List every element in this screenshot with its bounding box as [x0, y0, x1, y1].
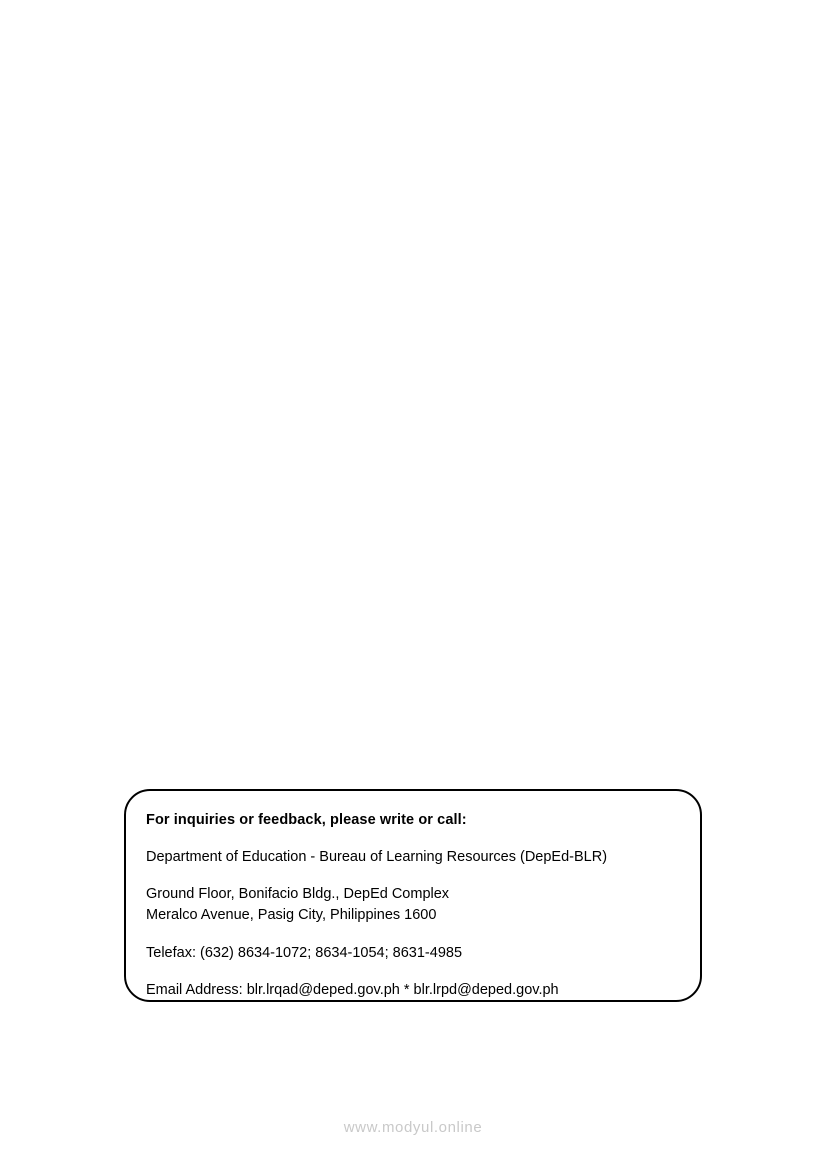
telefax-block: [146, 943, 676, 964]
page-watermark: www.modyul.online: [343, 1119, 483, 1136]
contact-info-box: [124, 789, 702, 1002]
contact-box-heading: For inquiries or feedback, please write or call:: [146, 812, 467, 828]
organization-block: [146, 847, 676, 868]
address-line-1: Ground Floor, Bonifacio Bldg., DepEd Complex: [146, 886, 450, 903]
telefax-numbers: Telefax: (632) 8634-1072; 8634-1054; 8631-4985: [146, 944, 463, 961]
email-block: [146, 980, 676, 1001]
email-addresses: Email Address: blr.lrqad@deped.gov.ph * blr.lrpd@deped.gov.ph: [146, 982, 559, 999]
address-line-2: Meralco Avenue, Pasig City, Philippines 1600: [146, 907, 437, 923]
address-block: [146, 884, 676, 925]
organization-name: Department of Education - Bureau of Learning Resources (DepEd-BLR): [146, 848, 608, 865]
